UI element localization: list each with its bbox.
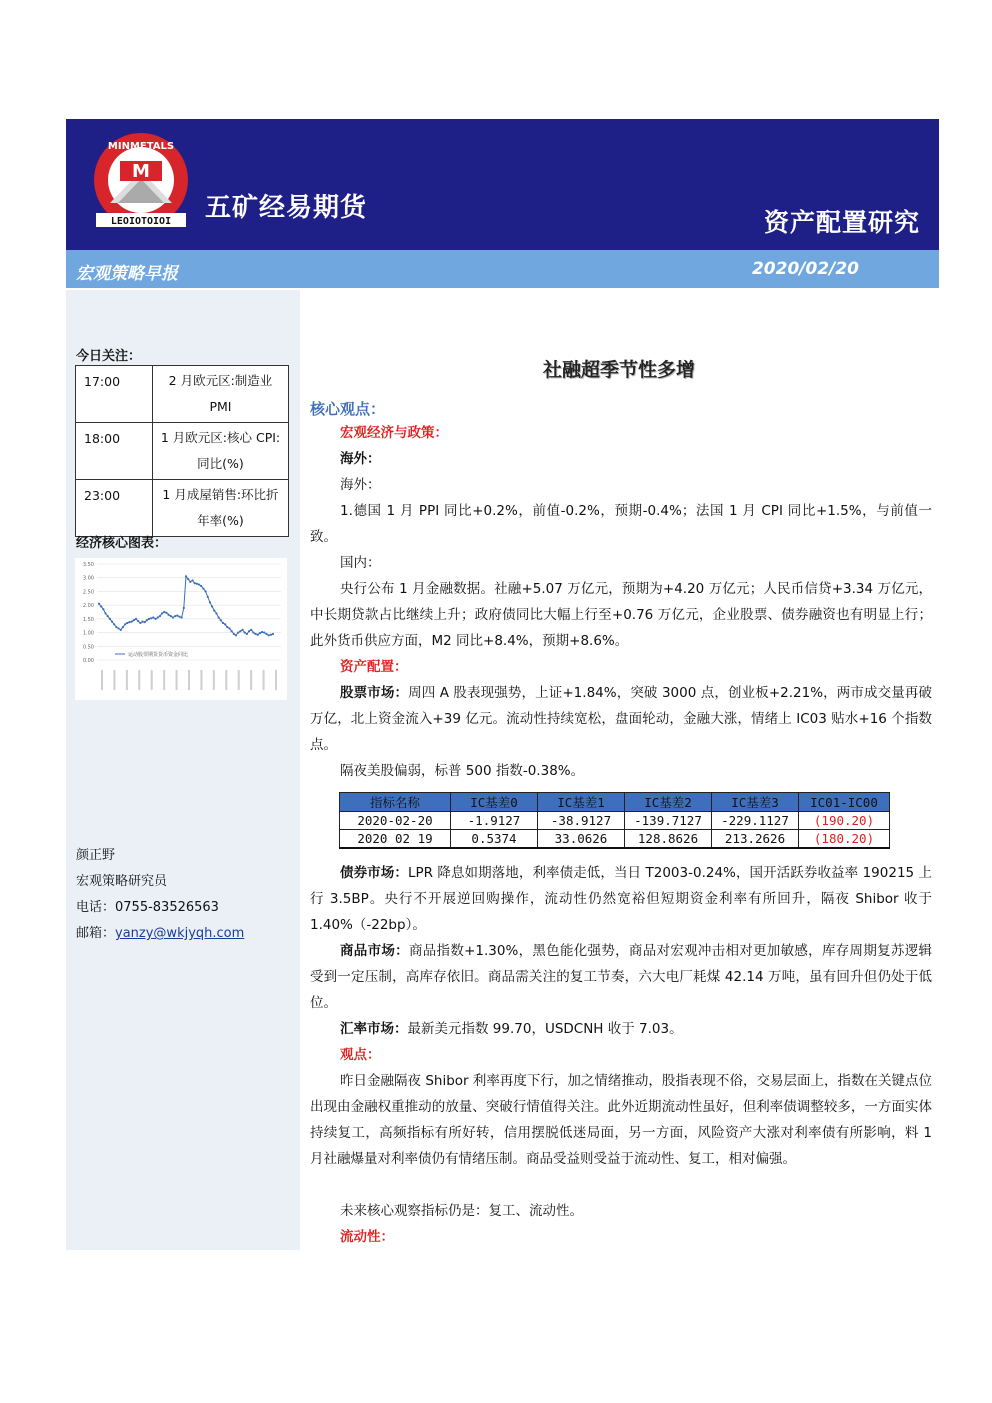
chart-y-tick-label: 3.00	[82, 575, 94, 582]
fx-text: 最新美元指数 99.70，USDCNH 收于 7.03。	[407, 1021, 683, 1037]
chart-x-tick-label	[250, 670, 252, 690]
chart-point	[248, 630, 250, 632]
chart-point	[161, 612, 163, 614]
chart-point	[259, 632, 261, 634]
chart-point	[241, 629, 243, 631]
table-cell: -1.9127	[451, 812, 538, 830]
macro-label: 宏观经济与政策：	[340, 425, 448, 441]
chart-point	[224, 623, 226, 625]
chart-point	[165, 612, 167, 614]
core-chart	[75, 558, 287, 700]
chart-point	[213, 610, 215, 612]
table-header-cell: IC基差0	[451, 793, 538, 812]
bond-text: LPR 降息如期落地，利率债走低，当日 T2003-0.24%，国开活跃券收益率 190215 上行 3.5BP。央行不开展逆回购操作，流动性仍然宽裕但短期资金利率有所回升，隔夜 Shibor 收于 1.40%（-22bp）。	[310, 865, 933, 933]
chart-x-tick-label	[263, 670, 265, 690]
table-header-cell: IC01-IC00	[799, 793, 890, 812]
section-title: 资产配置研究	[763, 208, 920, 237]
table-header-cell: IC基差3	[712, 793, 799, 812]
bond-paragraph	[310, 860, 932, 938]
chart-point	[135, 618, 137, 620]
core-chart-svg	[75, 558, 287, 700]
chart-point	[244, 631, 246, 633]
event-time: 17:00	[76, 366, 153, 423]
chart-y-tick-label: 1.50	[82, 616, 94, 623]
chart-point	[117, 627, 119, 629]
svg-text:M: M	[132, 161, 150, 182]
chart-point	[157, 616, 159, 618]
overseas-paragraph: 1.德国 1 月 PPI 同比+0.2%，前值-0.2%，预期-0.4%；法国 1 月 CPI 同比+1.5%，与前值一致。	[310, 503, 932, 545]
chart-point	[113, 623, 115, 625]
table-header-cell: IC基差1	[538, 793, 625, 812]
chart-point	[220, 619, 222, 621]
chart-point	[172, 616, 174, 618]
chart-point	[176, 614, 178, 616]
event-row	[76, 423, 289, 480]
asset-heading	[310, 654, 932, 680]
author-phone: 电话：0755-83526563	[76, 900, 219, 915]
company-logo	[90, 131, 192, 229]
chart-y-tick-label: 0.50	[82, 644, 94, 651]
chart-y-tick-label: 0.00	[82, 658, 94, 664]
chart-point	[196, 583, 198, 585]
domestic-heading	[310, 550, 932, 576]
chart-point	[204, 590, 206, 592]
chart-point	[100, 605, 102, 607]
table-cell: 0.5374	[451, 830, 538, 849]
chart-point	[228, 627, 230, 629]
chart-point	[115, 626, 117, 628]
chart-point	[98, 603, 100, 605]
table-cell: 128.8626	[625, 830, 712, 849]
chart-legend-label: 运动股票期货货币资金同比	[128, 652, 189, 658]
chart-point	[168, 614, 170, 616]
table-header-cell: IC基差2	[625, 793, 712, 812]
chart-point	[268, 634, 270, 636]
table-cell: 2020-02-20	[340, 812, 451, 830]
chart-point	[131, 621, 133, 623]
company-name: 五矿经易期货	[205, 193, 368, 223]
table-cell: 33.0626	[538, 830, 625, 849]
table-header-row	[340, 793, 890, 812]
view-label: 观点：	[340, 1047, 381, 1063]
stock-label: 股票市场：	[340, 685, 409, 701]
event-desc: 1 月成屋销售:环比折年率(%)	[153, 480, 289, 537]
chart-point	[246, 633, 248, 635]
chart-x-tick-label	[113, 670, 115, 690]
chart-point	[189, 581, 191, 583]
stock-paragraph	[310, 680, 932, 758]
chart-point	[215, 612, 217, 614]
today-label: 今日关注：	[76, 349, 142, 364]
view-paragraph: 昨日金融隔夜 Shibor 利率再度下行，加之情绪推动，股指表现不俗，交易层面上，指数在关键点位出现由金融权重推动的放量、突破行情值得关注。此外近期流动性虽好，但利率债调整较多，一方面实体持续复工，高频指标有所好转，信用摆脱低迷局面，另一方面，风险资产大涨对利率债有所影响，料 1 月社融爆量对利率债仍有情绪压制。商品受益则受益于流动性、复工，相对偏强。	[310, 1073, 932, 1167]
chart-point	[109, 618, 111, 620]
author-title: 宏观策略研究员	[76, 874, 168, 889]
chart-x-tick-label	[238, 670, 240, 690]
chart-x-tick-label	[213, 670, 215, 690]
chart-point	[144, 621, 146, 623]
chart-point	[107, 615, 109, 617]
commodity-text: 商品指数+1.30%，黑色能化强势，商品对宏观冲击相对更加敏感，库存周期复苏逻辑受到一定压制，高库存依旧。商品需关注的复工节奏，六大电厂耗煤 42.14 万吨，虽有回升但仍处于低位。	[310, 943, 932, 1011]
chart-point	[170, 615, 172, 617]
event-desc: 2 月欧元区:制造业 PMI	[153, 366, 289, 423]
chart-point	[257, 634, 259, 636]
event-desc: 1 月欧元区:核心 CPI:同比(%)	[153, 423, 289, 480]
liquidity-label: 流动性：	[340, 1229, 394, 1245]
overseas-heading	[310, 446, 932, 472]
future-paragraph: 未来核心观察指标仍是：复工、流动性。	[340, 1203, 583, 1219]
asset-label: 资产配置：	[340, 659, 408, 675]
chart-point	[207, 596, 209, 598]
chart-point	[174, 615, 176, 617]
macro-heading	[310, 420, 932, 446]
chart-x-tick-label	[163, 670, 165, 690]
chart-point	[126, 622, 128, 624]
chart-point	[111, 621, 113, 623]
report-date: 2020/02/20	[751, 259, 859, 279]
chart-point	[231, 630, 233, 632]
chart-point	[141, 621, 143, 623]
chart-point	[237, 631, 239, 633]
chart-point	[265, 633, 267, 635]
chart-point	[148, 618, 150, 620]
chart-point	[181, 616, 183, 618]
chart-point	[233, 633, 235, 635]
chart-point	[194, 582, 196, 584]
chart-point	[222, 622, 224, 624]
stock-text: 周四 A 股表现强势，上证+1.84%，突破 3000 点，创业板+2.21%，两市成交量再破万亿，北上资金流入+39 亿元。流动性持续宽松，盘面轮动，金融大涨，情绪上 IC03 贴水+16 个指数点。	[310, 685, 933, 753]
chart-x-tick-label	[188, 670, 190, 690]
table-cell: -229.1127	[712, 812, 799, 830]
events-table	[75, 365, 289, 537]
chart-point	[104, 612, 106, 614]
us-paragraph: 隔夜美股偏弱，标普 500 指数-0.38%。	[340, 763, 585, 779]
author-email-line	[76, 922, 244, 941]
chart-y-tick-label: 3.50	[82, 562, 94, 568]
chart-point	[218, 616, 220, 618]
chart-point	[128, 621, 130, 623]
chart-point	[124, 623, 126, 625]
table-row	[340, 830, 890, 849]
chart-point	[211, 605, 213, 607]
chart-point	[159, 615, 161, 617]
report-subbar	[66, 250, 939, 288]
table-cell: -38.9127	[538, 812, 625, 830]
svg-text:MINMETALS: MINMETALS	[107, 141, 175, 152]
chart-point	[202, 588, 204, 590]
chart-x-tick-label	[126, 670, 128, 690]
chart-point	[122, 626, 124, 628]
overseas-sub-heading	[310, 472, 932, 498]
overseas-text-label: 海外：	[340, 477, 381, 493]
chart-point	[185, 575, 187, 577]
chart-x-tick-label	[101, 670, 103, 690]
chart-series-line	[99, 576, 273, 635]
chart-x-tick-label	[151, 670, 153, 690]
bond-label: 债券市场：	[340, 865, 408, 881]
chart-point	[239, 630, 241, 632]
commodity-label: 商品市场：	[340, 943, 409, 959]
chart-point	[150, 617, 152, 619]
table-cell: (190.20)	[799, 812, 890, 830]
chart-point	[178, 616, 180, 618]
fx-paragraph	[310, 1016, 932, 1042]
chart-y-tick-label: 1.00	[82, 630, 94, 637]
chart-x-tick-label	[200, 670, 202, 690]
chart-point	[235, 634, 237, 636]
liquidity-heading	[310, 1224, 932, 1250]
table-cell: (180.20)	[799, 830, 890, 849]
chart-x-tick-label	[225, 670, 227, 690]
commodity-paragraph	[310, 938, 932, 1016]
event-row	[76, 480, 289, 537]
table-cell: 2020 02 19	[340, 830, 451, 849]
chart-point	[252, 631, 254, 633]
chart-point	[198, 583, 200, 585]
chart-point	[137, 620, 139, 622]
overseas-label: 海外：	[340, 451, 381, 467]
chart-point	[133, 619, 135, 621]
chart-point	[152, 616, 154, 618]
table-row	[340, 812, 890, 830]
email-label: 邮箱：	[76, 926, 116, 941]
chart-point	[120, 629, 122, 631]
chart-point	[163, 611, 165, 613]
page-title: 社融超季节性多增	[542, 359, 695, 381]
chart-point	[183, 607, 185, 609]
domestic-paragraph: 央行公布 1 月金融数据。社融+5.07 万亿元，预期为+4.20 万亿元；人民币信贷+3.34 万亿元，中长期贷款占比继续上升；政府债同比大幅上行至+0.76 万亿元，企业股票、债券融资也有明显上行；此外货币供应方面，M2 同比+8.4%，预期+8.6%。	[310, 581, 932, 649]
core-label: 核心观点：	[310, 400, 386, 418]
view-heading	[310, 1042, 932, 1068]
chart-y-tick-label: 2.50	[82, 589, 94, 596]
chart-label: 经济核心图表：	[76, 536, 168, 551]
svg-text:LEOIOTOIOI: LEOIOTOIOI	[110, 216, 172, 227]
chart-point	[200, 585, 202, 587]
report-type: 宏观策略早报	[76, 264, 178, 284]
chart-point	[146, 619, 148, 621]
chart-point	[272, 633, 274, 635]
table-cell: -139.7127	[625, 812, 712, 830]
chart-point	[263, 631, 265, 633]
ic-basis-table	[339, 792, 890, 849]
chart-x-tick-label	[138, 670, 140, 690]
email-link[interactable]: yanzy@wkjyqh.com	[115, 926, 245, 941]
chart-point	[139, 622, 141, 624]
fx-label: 汇率市场：	[340, 1021, 408, 1037]
chart-x-tick-label	[275, 670, 277, 690]
chart-point	[191, 579, 193, 581]
chart-point	[154, 618, 156, 620]
chart-point	[102, 608, 104, 610]
table-header-cell: 指标名称	[340, 793, 451, 812]
chart-point	[187, 578, 189, 580]
chart-point	[226, 626, 228, 628]
event-time: 18:00	[76, 423, 153, 480]
event-time: 23:00	[76, 480, 153, 537]
chart-point	[209, 601, 211, 603]
chart-point	[255, 633, 257, 635]
author-name: 颜正野	[76, 848, 116, 863]
chart-point	[250, 629, 252, 631]
table-cell: 213.2626	[712, 830, 799, 849]
chart-x-tick-label	[176, 670, 178, 690]
chart-point	[261, 631, 263, 633]
chart-y-tick-label: 2.00	[82, 603, 94, 610]
chart-point	[270, 634, 272, 636]
domestic-label: 国内：	[340, 555, 381, 571]
